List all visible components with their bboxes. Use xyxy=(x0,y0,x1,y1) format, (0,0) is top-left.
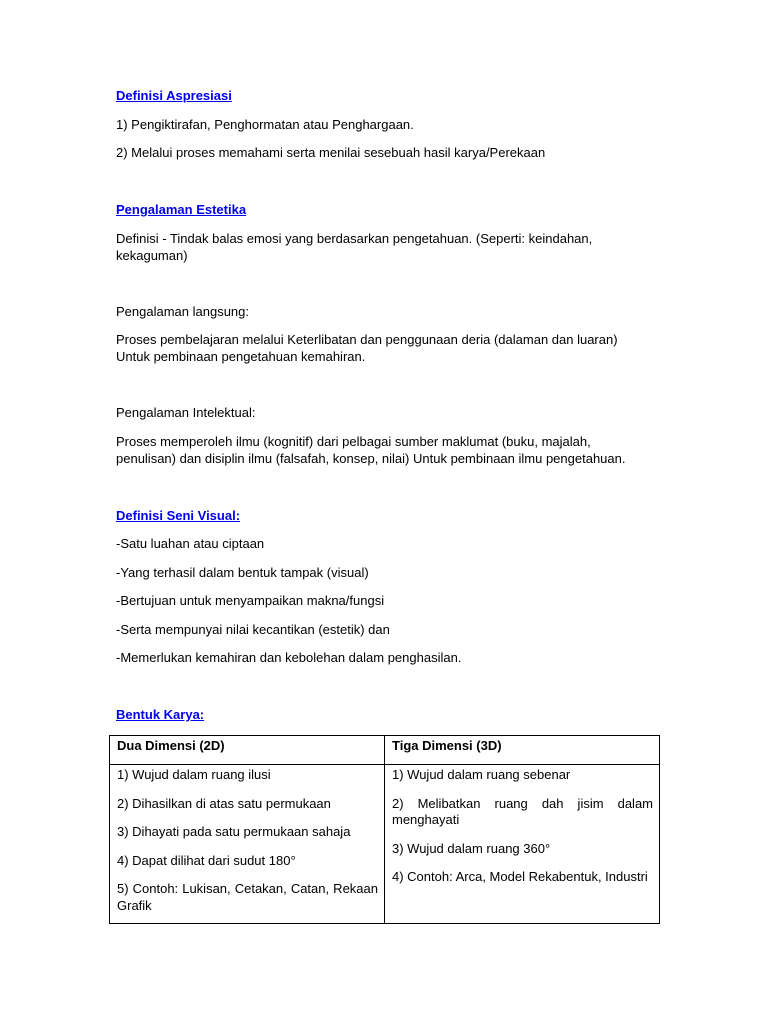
list-item-3d: 1) Wujud dalam ruang sebenar xyxy=(392,767,571,782)
list-item-2d: 1) Wujud dalam ruang ilusi xyxy=(117,767,271,782)
table-cell-3d xyxy=(385,765,660,924)
seni-visual-item: -Bertujuan untuk menyampaikan makna/fungsi xyxy=(116,593,385,608)
bentuk-karya-table xyxy=(109,735,660,924)
table-header-3d: Tiga Dimensi (3D) xyxy=(385,736,660,765)
seni-visual-item: -Memerlukan kemahiran dan kebolehan dalam penghasilan. xyxy=(116,650,462,665)
aspresiasi-item-2: 2) Melalui proses memahami serta menilai sesebuah hasil karya/Perekaan xyxy=(116,145,546,160)
list-item-2d: 5) Contoh: Lukisan, Cetakan, Catan, Rekaan Grafik xyxy=(117,881,378,913)
list-item-2d: 3) Dihayati pada satu permukaan sahaja xyxy=(117,824,351,839)
aspresiasi-item-1: 1) Pengiktirafan, Penghormatan atau Penghargaan. xyxy=(116,117,414,132)
list-item-3d: 2) Melibatkan ruang dah jisim dalam menghayati xyxy=(392,795,653,827)
heading-bentuk-karya[interactable]: Bentuk Karya: xyxy=(116,707,205,722)
seni-visual-item: -Serta mempunyai nilai kecantikan (estetik) dan xyxy=(116,622,390,637)
table-cell-2d xyxy=(110,765,385,924)
list-item-3d: 3) Wujud dalam ruang 360° xyxy=(392,840,551,856)
table-row xyxy=(110,765,660,924)
heading-definisi-aspresiasi[interactable]: Definisi Aspresiasi xyxy=(116,88,232,103)
pengalaman-langsung-text: Proses pembelajaran melalui Keterlibatan dan penggunaan deria (dalaman dan luaran) Untuk pembinaan pengetahuan kemahiran. xyxy=(116,332,618,364)
table-header-row xyxy=(110,736,660,765)
pengalaman-langsung-label: Pengalaman langsung: xyxy=(116,304,249,319)
table-header-2d: Dua Dimensi (2D) xyxy=(110,736,385,765)
heading-pengalaman-estetika[interactable]: Pengalaman Estetika xyxy=(116,202,247,217)
seni-visual-item: -Yang terhasil dalam bentuk tampak (visual) xyxy=(116,565,369,580)
heading-definisi-seni-visual[interactable]: Definisi Seni Visual: xyxy=(116,508,241,523)
list-item-2d: 4) Dapat dilihat dari sudut 180° xyxy=(117,852,296,868)
seni-visual-item: -Satu luahan atau ciptaan xyxy=(116,536,265,551)
pengalaman-intelektual-text: Proses memperoleh ilmu (kognitif) dari pelbagai sumber maklumat (buku, majalah, penulisan) dan disiplin ilmu (falsafah, konsep, nilai) Untuk pembinaan ilmu pengetahuan. xyxy=(116,434,626,466)
list-item-2d: 2) Dihasilkan di atas satu permukaan xyxy=(117,795,331,811)
estetika-definition: Definisi - Tindak balas emosi yang berdasarkan pengetahuan. (Seperti: keindahan, kekaguman) xyxy=(116,231,593,263)
list-item-3d: 4) Contoh: Arca, Model Rekabentuk, Industri xyxy=(392,869,648,884)
pengalaman-intelektual-label: Pengalaman Intelektual: xyxy=(116,405,256,420)
